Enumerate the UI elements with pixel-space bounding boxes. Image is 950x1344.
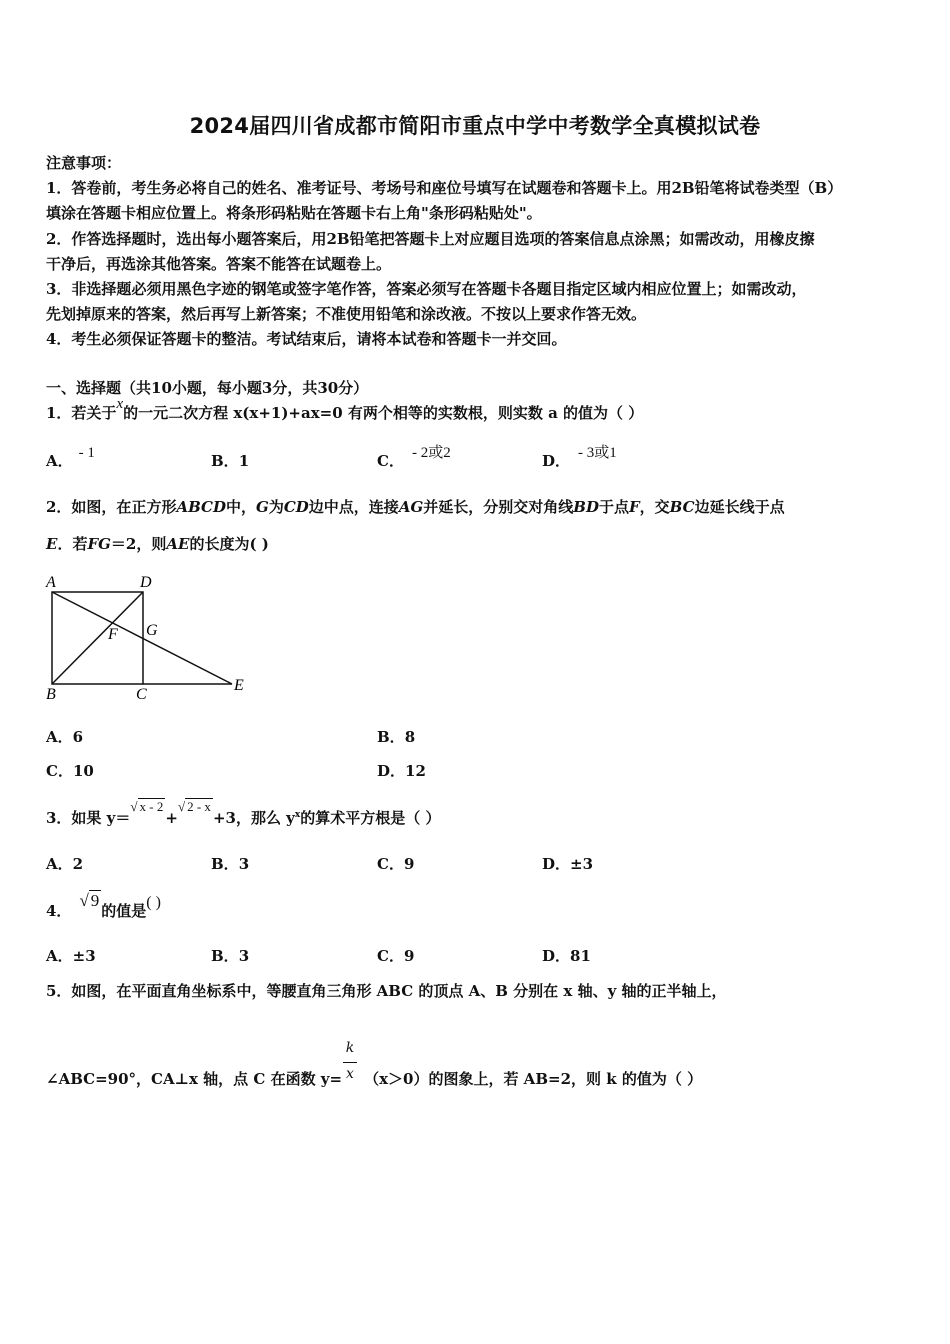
math-var: G (256, 498, 269, 516)
question-3 (46, 799, 441, 828)
q2-option-d[interactable] (377, 760, 426, 781)
option-value: - 2或2 (411, 445, 451, 461)
option-label: A． (46, 855, 73, 873)
text: 中， (226, 498, 257, 516)
q3-option-a[interactable] (46, 853, 83, 874)
text: + (165, 809, 178, 827)
q3-option-b[interactable] (211, 853, 249, 874)
question-2-line-2 (46, 533, 269, 554)
text: 的值是 (101, 902, 147, 920)
q4-option-c[interactable] (377, 945, 414, 966)
text: 并延长，分别交对角线 (423, 498, 574, 516)
radical-1: √ x - 2 (130, 799, 164, 814)
math-var: AG (398, 498, 424, 516)
option-value: 12 (405, 762, 426, 780)
option-label: B． (211, 855, 239, 873)
q4-option-d[interactable] (542, 945, 591, 966)
option-value: 3 (238, 947, 250, 965)
text: +3，那么 y (212, 809, 295, 827)
option-value: 8 (404, 728, 416, 746)
notice-line: 3．非选择题必须用黑色字迹的钢笔或签字笔作答，答案必须写在答题卡各题目指定区域内相应位置上；如需改动， (46, 280, 807, 298)
label-g: G (146, 622, 158, 639)
text: 的算术平方根是（ ） (300, 809, 441, 827)
q2-geometry-figure (40, 568, 260, 708)
option-label: D． (377, 762, 406, 780)
text: 2．如图，在正方形 (46, 498, 177, 516)
option-value: 3 (238, 855, 250, 873)
math-var: BD (573, 498, 599, 516)
notice-heading: 注意事项： (46, 154, 122, 172)
radicand: x - 2 (139, 799, 164, 814)
option-value: 9 (403, 947, 415, 965)
option-label: C． (377, 452, 404, 470)
question-1 (46, 396, 644, 423)
q4-option-b[interactable] (211, 945, 249, 966)
q1-option-d[interactable] (542, 445, 617, 471)
option-value: 2 (72, 855, 84, 873)
q1-option-a[interactable] (46, 445, 95, 471)
option-label: D． (542, 947, 571, 965)
option-label: B． (211, 947, 239, 965)
exam-title: 2024届四川省成都市简阳市重点中学中考数学全真模拟试卷 (189, 114, 761, 138)
option-value: - 1 (78, 445, 95, 461)
q3-option-d[interactable] (542, 853, 593, 874)
option-value: ±3 (72, 947, 96, 965)
q1-suffix: 的一元二次方程 x(x+1)+ax=0 有两个相等的实数根，则实数 a 的值为（ ） (123, 404, 644, 422)
question-5: 5．如图，在平面直角坐标系中，等腰直角三角形 ABC 的顶点 A、B 分别在 x 轴、y 轴的正半轴上， (46, 982, 727, 1000)
text: ＝2，则 (110, 535, 167, 553)
label-c: C (136, 686, 147, 703)
notice-line: 2．作答选择题时，选出每小题答案后，用2B铅笔把答题卡上对应题目选项的答案信息点涂黑；如需改动，用橡皮擦 (46, 230, 815, 248)
notice-line: 填涂在答题卡相应位置上。将条形码粘贴在答题卡右上角"条形码粘贴处"。 (46, 204, 542, 222)
answer-paren: ( ) (146, 894, 161, 911)
text: 于点 (598, 498, 629, 516)
q1-option-c[interactable] (377, 445, 451, 471)
section-heading: 一、选择题（共10小题，每小题3分，共30分） (46, 379, 369, 397)
radicand: 9 (90, 891, 100, 910)
math-var: F (628, 498, 640, 516)
option-label: D． (542, 452, 571, 470)
option-label: B． (211, 452, 239, 470)
option-label: C． (46, 762, 73, 780)
q1-option-b[interactable] (211, 450, 249, 471)
text: 边中点，连接 (308, 498, 399, 516)
radicand: 2 - x (187, 799, 211, 814)
q3-option-c[interactable] (377, 853, 414, 874)
text: ，交 (639, 498, 670, 516)
label-e: E (234, 677, 244, 694)
label-d: D (140, 574, 152, 591)
option-value: 1 (238, 452, 250, 470)
line-ae (52, 592, 232, 684)
q1-prefix: 1．若关于 (46, 404, 117, 422)
notice-line: 1．答卷前，考生务必将自己的姓名、准考证号、考场号和座位号填写在试题卷和答题卡上。用2B铅笔将试卷类型（B） (46, 179, 843, 197)
option-label: C． (377, 947, 404, 965)
q4-option-a[interactable] (46, 945, 96, 966)
option-value: 81 (570, 947, 591, 965)
question-4 (46, 891, 161, 921)
label-b: B (46, 686, 56, 703)
option-label: A． (46, 452, 73, 470)
text: ．若 (57, 535, 88, 553)
notice-line: 4．考生必须保证答题卡的整洁。考试结束后，请将本试卷和答题卡一并交回。 (46, 330, 567, 348)
text: 的长度为( ) (189, 535, 269, 553)
option-value: 10 (72, 762, 94, 780)
option-value: ±3 (570, 855, 594, 873)
exponent: x (294, 810, 301, 820)
fraction-numerator: k (345, 1040, 355, 1056)
question-5-line-2 (46, 1068, 702, 1089)
q1-var: x (116, 396, 124, 412)
text: 为 (268, 498, 284, 516)
math-var: BC (669, 498, 695, 516)
q2-option-c[interactable] (46, 760, 94, 781)
option-label: D． (542, 855, 571, 873)
math-var: CD (283, 498, 309, 516)
q2-option-a[interactable] (46, 726, 83, 747)
text: 3．如果 y＝ (46, 809, 131, 827)
text: （x＞0）的图象上，若 AB=2，则 k 的值为（ ） (364, 1070, 703, 1088)
notice-line: 干净后，再选涂其他答案。答案不能答在试题卷上。 (46, 255, 392, 273)
text: ∠ABC=90°，CA⊥x 轴，点 C 在函数 y= (46, 1070, 343, 1088)
option-value: 6 (72, 728, 84, 746)
text: 边延长线于点 (694, 498, 785, 516)
math-var: E (46, 535, 58, 553)
radical-2: √ 2 - x (177, 799, 211, 814)
radical: √ 9 (79, 891, 100, 910)
notice-line: 先划掉原来的答案，然后再写上新答案；不准使用铅笔和涂改液。不按以上要求作答无效。 (46, 305, 647, 323)
option-label: A． (46, 728, 73, 746)
label-a: A (46, 574, 56, 591)
math-var: ABCD (176, 498, 226, 516)
diagonal-bd (52, 592, 143, 684)
option-label: C． (377, 855, 404, 873)
math-var: FG (87, 535, 111, 553)
fraction-denominator: x (346, 1066, 354, 1082)
label-f: F (108, 626, 118, 643)
question-2 (46, 496, 785, 517)
math-var: AE (166, 535, 190, 553)
option-label: A． (46, 947, 73, 965)
q2-option-b[interactable] (377, 726, 415, 747)
option-value: 9 (403, 855, 415, 873)
option-label: B． (377, 728, 405, 746)
fraction-bar (343, 1062, 357, 1063)
option-value: - 3或1 (578, 445, 617, 461)
text: 4． (46, 902, 72, 920)
